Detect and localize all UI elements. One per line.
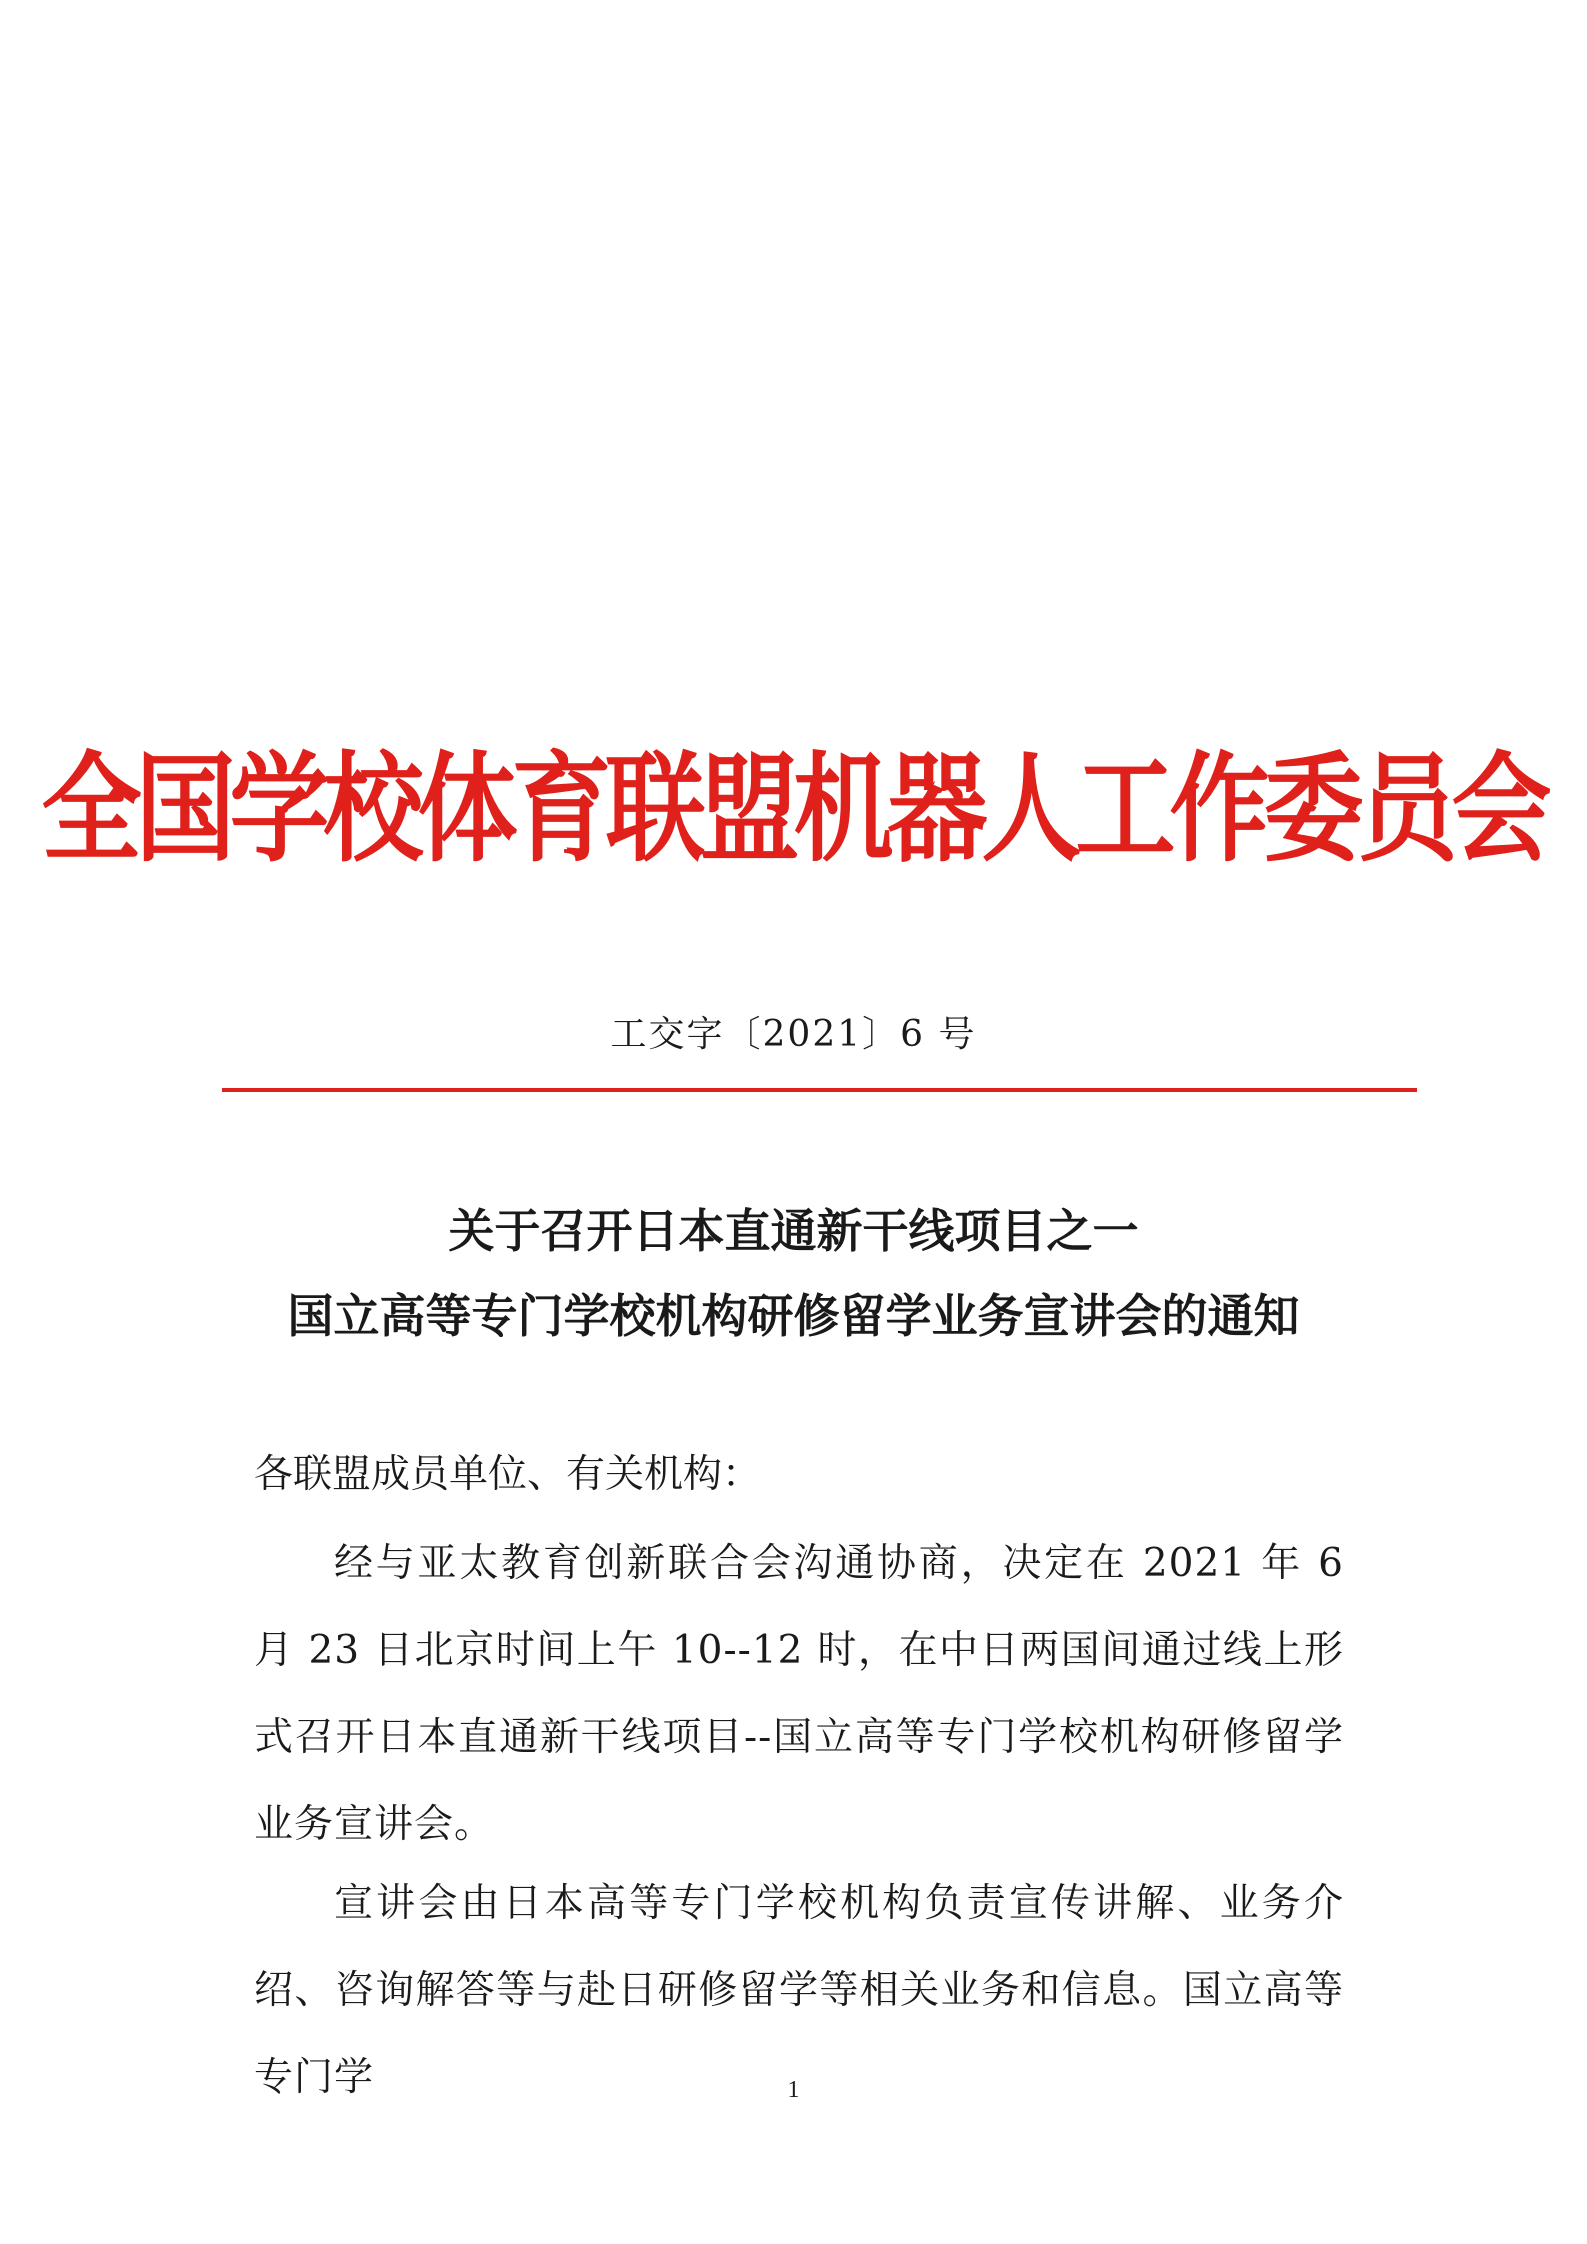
issuing-organization-header: 全国学校体育联盟机器人工作委员会	[41, 740, 1546, 879]
page-number: 1	[787, 2077, 800, 2103]
notice-title-line-2: 国立高等专门学校机构研修留学业务宣讲会的通知	[287, 1289, 1300, 1343]
body-paragraph: 宣讲会由日本高等专门学校机构负责宣传讲解、业务介绍、咨询解答等与赴日研修留学等相关业务和信息。国立高等专门学	[254, 1881, 1344, 2100]
salutation: 各联盟成员单位、有关机构：	[254, 1452, 762, 1497]
red-divider-line	[222, 1088, 1417, 1092]
document-number: 工交字〔2021〕6 号	[610, 1014, 977, 1055]
body-paragraph: 经与亚太教育创新联合会沟通协商，决定在 2021 年 6 月 23 日北京时间上午 10--12 时，在中日两国间通过线上形式召开日本直通新干线项目--国立高等专门学校机构研修留学业务宣讲会。	[254, 1541, 1344, 1847]
notice-title-line-1: 关于召开日本直通新干线项目之一	[448, 1204, 1139, 1258]
